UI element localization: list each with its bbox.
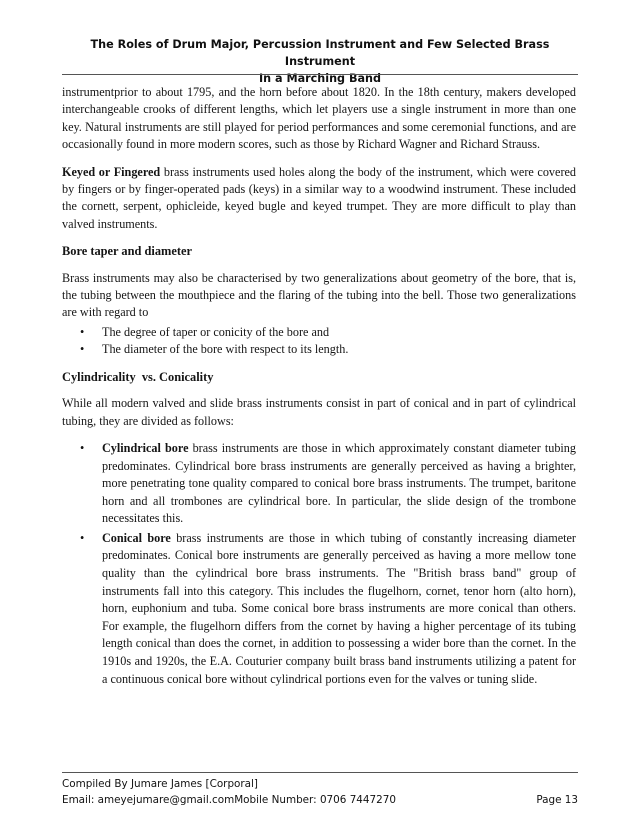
- keyed-term: Keyed or Fingered: [62, 164, 161, 179]
- list-item-cylindrical-bore: [80, 440, 576, 528]
- paragraph-bore-division: While all modern valved and slide brass instruments consist in part of conical and in part of cylindrical tubing, they are divided as follows:: [62, 396, 576, 428]
- bullet-icon: •: [80, 324, 85, 339]
- paragraph-keyed-instruments: [62, 164, 576, 234]
- header-title-line2: In a Marching Band: [258, 72, 381, 85]
- page-number: Page 13: [536, 794, 578, 806]
- page-footer: [62, 776, 578, 808]
- bullet-icon: •: [80, 342, 85, 357]
- bullet-icon: •: [80, 440, 85, 455]
- page-body: [62, 84, 576, 690]
- footer-contact: Email: ameyejumare@gmail.comMobile Number: 0706 7447270: [62, 794, 396, 806]
- cylindrical-bore-text: brass instruments are those in which approximately constant diameter tubing predominates. Cylindrical bore brass instruments are generally perceived as having a brighter, more penetrating tone quality compared to conical bore brass instruments. The trumpet, baritone horn and all trombones are cylindrical bore. In particular, the slide design of the trombone necessitates this.: [102, 440, 576, 526]
- list-item: [80, 341, 576, 358]
- bullet-icon: •: [80, 530, 85, 545]
- list-item-conical-bore: [80, 530, 576, 688]
- cylindrical-bore-term: Cylindrical bore: [102, 440, 189, 455]
- footer-compiler: Compiled By Jumare James [Corporal]: [62, 778, 258, 790]
- footer-divider: [62, 772, 578, 773]
- list-item: [80, 324, 576, 341]
- list-item-text: The degree of taper or conicity of the bore and: [102, 324, 330, 339]
- conical-bore-term: Conical bore: [102, 530, 171, 545]
- keyed-text: brass instruments used holes along the body of the instrument, which were covered by fingers or by finger-operated pads (keys) in a similar way to a woodwind instrument. These included the cornett, serpent, ophicleide, keyed bugle and keyed trumpet. They are more difficult to play than valved instruments.: [62, 164, 577, 231]
- paragraph-natural-instruments: instrumentprior to about 1795, and the horn before about 1820. In the 18th century, makers developed interchangeable crooks of different lengths, which let players use a single instrument in more than one key. Natural instruments are still played for period performances and some ceremonial functions, and are occasionally found in more modern scores, such as those by Richard Wagner and Richard Strauss.: [62, 85, 576, 152]
- bore-types-list: [62, 440, 576, 688]
- paragraph-bore-generalizations: Brass instruments may also be characterised by two generalizations about geometry of the bore, that is, the tubing between the mouthpiece and the flaring of the tubing into the bell. Those two generalizations are with regard to: [62, 270, 576, 320]
- conical-bore-text: brass instruments are those in which tubing of constantly increasing diameter predominates. Conical bore instruments are generally perceived as having a more mellow tone quality than the cylindrical bore brass instruments. The "British brass band" group of instruments fall into this category. This includes the flugelhorn, cornet, tenor horn (alto horn), horn, euphonium and tuba. Some conical bore brass instruments are more conical than others. For example, the flugelhorn differs from the cornet by having a higher percentage of its tubing length conical than does the cornet, in addition to possessing a wider bore than the cornet. In the 1910s and 1920s, the E.A. Couturier company built brass band instruments utilizing a patent for a continuous conical bore without cylindrical portions even for the valves or tuning slide.: [102, 530, 576, 686]
- bore-generalizations-list: [62, 324, 576, 359]
- header-title-line1: The Roles of Drum Major, Percussion Instrument and Few Selected Brass Instrument: [90, 38, 550, 68]
- heading-cylindricality: Cylindricality vs. Conicality: [62, 369, 214, 384]
- page-header: [62, 36, 578, 87]
- header-divider: [62, 74, 578, 75]
- heading-bore-taper: Bore taper and diameter: [62, 244, 192, 259]
- list-item-text: The diameter of the bore with respect to its length.: [102, 342, 349, 357]
